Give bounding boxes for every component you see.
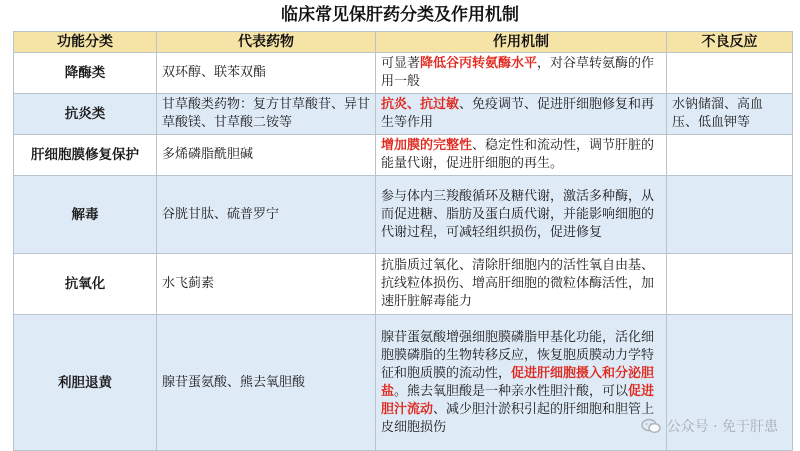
mechanism-text: ，对谷草转氨酶的作用一般 [381, 56, 655, 89]
header-drugs: 代表药物 [157, 32, 376, 53]
table-row [14, 53, 793, 94]
mechanism-cell [376, 176, 667, 254]
highlight-text: 促进肝细胞摄入和分泌胆盐 [381, 365, 655, 399]
mechanism-text: 抗脂质过氧化、清除肝细胞内的活性氧自由基、抗线粒体损伤、增高肝细胞的微粒体酶活性，加速肝脏解毒能力 [381, 258, 655, 309]
wechat-icon [641, 418, 661, 434]
mechanism-text: 、减少胆汁淤积引起的肝细胞和胆管上皮细胞损伤 [381, 401, 655, 435]
adverse-cell [667, 176, 793, 254]
mechanism-cell [376, 135, 667, 176]
table-row [14, 254, 793, 315]
highlight-text: 降低谷丙转氨酶水平 [420, 56, 538, 71]
watermark [641, 416, 778, 436]
header-row [14, 32, 793, 53]
header-category: 功能分类 [14, 32, 157, 53]
drugs-cell: 谷胱甘肽、硫普罗宁 [157, 176, 376, 254]
adverse-cell: 水钠储溜、高血压、低血钾等 [667, 94, 793, 135]
header-mechanism: 作用机制 [376, 32, 667, 53]
adverse-cell [667, 254, 793, 315]
table-row [14, 94, 793, 135]
mechanism-cell [376, 315, 667, 451]
drugs-cell: 双环醇、联苯双酯 [157, 53, 376, 94]
highlight-text: 增加膜的完整性 [381, 138, 473, 153]
highlight-text: 抗炎、抗过敏 [381, 97, 460, 112]
drugs-cell: 多烯磷脂酰胆碱 [157, 135, 376, 176]
highlight-text: 促进胆汁流动 [381, 383, 655, 417]
category-cell: 降酶类 [14, 53, 157, 94]
mechanism-text: 参与体内三羧酸循环及糖代谢，激活多种酶，从而促进糖、脂肪及蛋白质代谢，并能影响细胞的代谢过程，可减轻组织损伤，促进修复 [381, 188, 655, 240]
header-adverse: 不良反应 [667, 32, 793, 53]
drugs-cell: 水飞蓟素 [157, 254, 376, 315]
mechanism-text: 腺苷蛋氨酸增强细胞膜磷脂甲基化功能，活化细胞膜磷脂的生物转移反应，恢复胞质膜动力学特征和胞质膜的流动性， [381, 329, 655, 381]
watermark-text: 公众号 · 免于肝患 [666, 419, 778, 435]
category-cell: 解毒 [14, 176, 157, 254]
category-cell: 抗氧化 [14, 254, 157, 315]
drug-table [13, 31, 793, 451]
category-cell: 肝细胞膜修复保护 [14, 135, 157, 176]
mechanism-text: 可显著 [381, 56, 421, 71]
drugs-cell: 腺苷蛋氨酸、熊去氧胆酸 [157, 315, 376, 451]
mechanism-cell [376, 94, 667, 135]
mechanism-text: 、免疫调节、促进肝细胞修复和再生等作用 [381, 97, 655, 130]
adverse-cell [667, 135, 793, 176]
drugs-cell: 甘草酸类药物：复方甘草酸苷、异甘草酸镁、甘草酸二铵等 [157, 94, 376, 135]
adverse-cell [667, 53, 793, 94]
table-title: 临床常见保肝药分类及作用机制 [281, 5, 519, 25]
table-row [14, 135, 793, 176]
mechanism-text: 、稳定性和流动性，调节肝脏的能量代谢，促进肝细胞的再生。 [381, 138, 655, 171]
table-row [14, 176, 793, 254]
category-cell: 利胆退黄 [14, 315, 157, 451]
mechanism-text: 。熊去氧胆酸是一种亲水性胆汁酸，可以 [394, 383, 629, 399]
mechanism-cell [376, 53, 667, 94]
category-cell: 抗炎类 [14, 94, 157, 135]
mechanism-cell [376, 254, 667, 315]
